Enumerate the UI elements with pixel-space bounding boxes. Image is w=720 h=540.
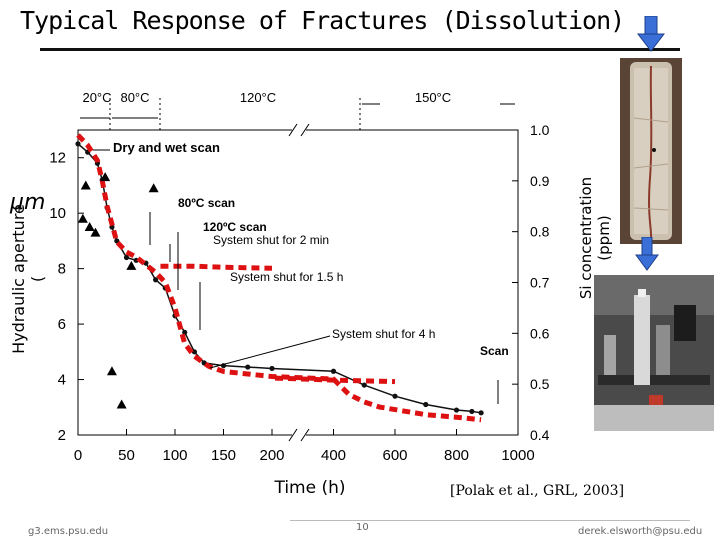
annotation-label: System shut for 1.5 h <box>230 270 344 284</box>
x-tick-label: 800 <box>443 447 470 464</box>
annotation-label: 120ºC scan <box>203 220 267 234</box>
temperature-band-label: 150°C <box>414 90 452 105</box>
x-tick-label: 150 <box>210 447 237 464</box>
triangle-marker <box>78 214 88 223</box>
annotation-label: Dry and wet scan <box>113 140 220 155</box>
aperture-point <box>245 364 250 369</box>
y2-tick-label: 0.5 <box>530 376 550 393</box>
y-tick-label: 8 <box>57 260 66 278</box>
axis-break-gap <box>292 431 306 439</box>
x-tick-label: 200 <box>259 447 285 464</box>
footer-site: g3.ems.psu.edu <box>28 526 109 537</box>
annotation-label: 80ºC scan <box>178 196 236 210</box>
x-tick-label: 400 <box>320 447 347 464</box>
aperture-point <box>479 410 484 415</box>
aperture-point <box>331 369 336 374</box>
triangle-marker <box>149 183 159 192</box>
triangle-marker <box>85 222 95 231</box>
annotation-label: System shut for 4 h <box>332 327 436 341</box>
aperture-point <box>454 407 459 412</box>
triangle-marker <box>107 366 117 375</box>
axis-break-gap <box>292 126 306 134</box>
y2-tick-label: 0.7 <box>530 274 550 291</box>
x-tick-label: 1000 <box>501 447 535 464</box>
triangle-marker <box>81 180 91 189</box>
temperature-band-label: 80°C <box>120 90 150 105</box>
y-tick-label: 4 <box>57 371 66 389</box>
y2-tick-label: 1.0 <box>530 122 550 138</box>
footer-rule <box>290 520 690 521</box>
slide-title: Typical Response of Fractures (Dissolution) <box>20 6 625 35</box>
x-tick-label: 100 <box>162 447 188 464</box>
y-tick-label: 12 <box>49 149 66 167</box>
temperature-band-label: 120°C <box>239 90 277 105</box>
temperature-band-label: 20°C <box>82 90 112 105</box>
aperture-point <box>75 141 80 146</box>
citation: [Polak et al., GRL, 2003] <box>450 483 625 499</box>
aperture-point <box>392 394 397 399</box>
x-axis-label: Time (h) <box>274 478 346 498</box>
y2-tick-label: 0.8 <box>530 223 550 240</box>
x-tick-label: 50 <box>118 447 135 464</box>
y2-tick-label: 0.6 <box>530 325 550 342</box>
aperture-point <box>423 402 428 407</box>
si-shut-in-line <box>160 266 272 268</box>
y-axis-unit: μm <box>10 190 46 215</box>
y-tick-label: 10 <box>49 205 66 223</box>
y-tick-label: 2 <box>57 427 66 444</box>
triangle-marker <box>117 400 127 409</box>
y2-tick-label: 0.4 <box>530 427 550 443</box>
footer-email: derek.elsworth@psu.edu <box>578 526 703 537</box>
annotation-leader <box>210 336 330 368</box>
y2-tick-label: 0.9 <box>530 172 550 189</box>
aperture-point <box>269 366 274 371</box>
y-axis-label: Hydraulic aperture ( <box>9 204 47 354</box>
y2-axis-label: Si concentration (ppm) <box>577 176 613 300</box>
y-tick-label: 6 <box>57 316 66 334</box>
annotation-label: Scan <box>480 344 509 358</box>
page-number: 10 <box>356 522 369 533</box>
x-tick-label: 600 <box>382 447 408 464</box>
aperture-point <box>469 409 474 414</box>
annotation-label: System shut for 2 min <box>213 233 330 247</box>
x-tick-label: 0 <box>73 447 83 464</box>
aperture-point <box>153 277 158 282</box>
